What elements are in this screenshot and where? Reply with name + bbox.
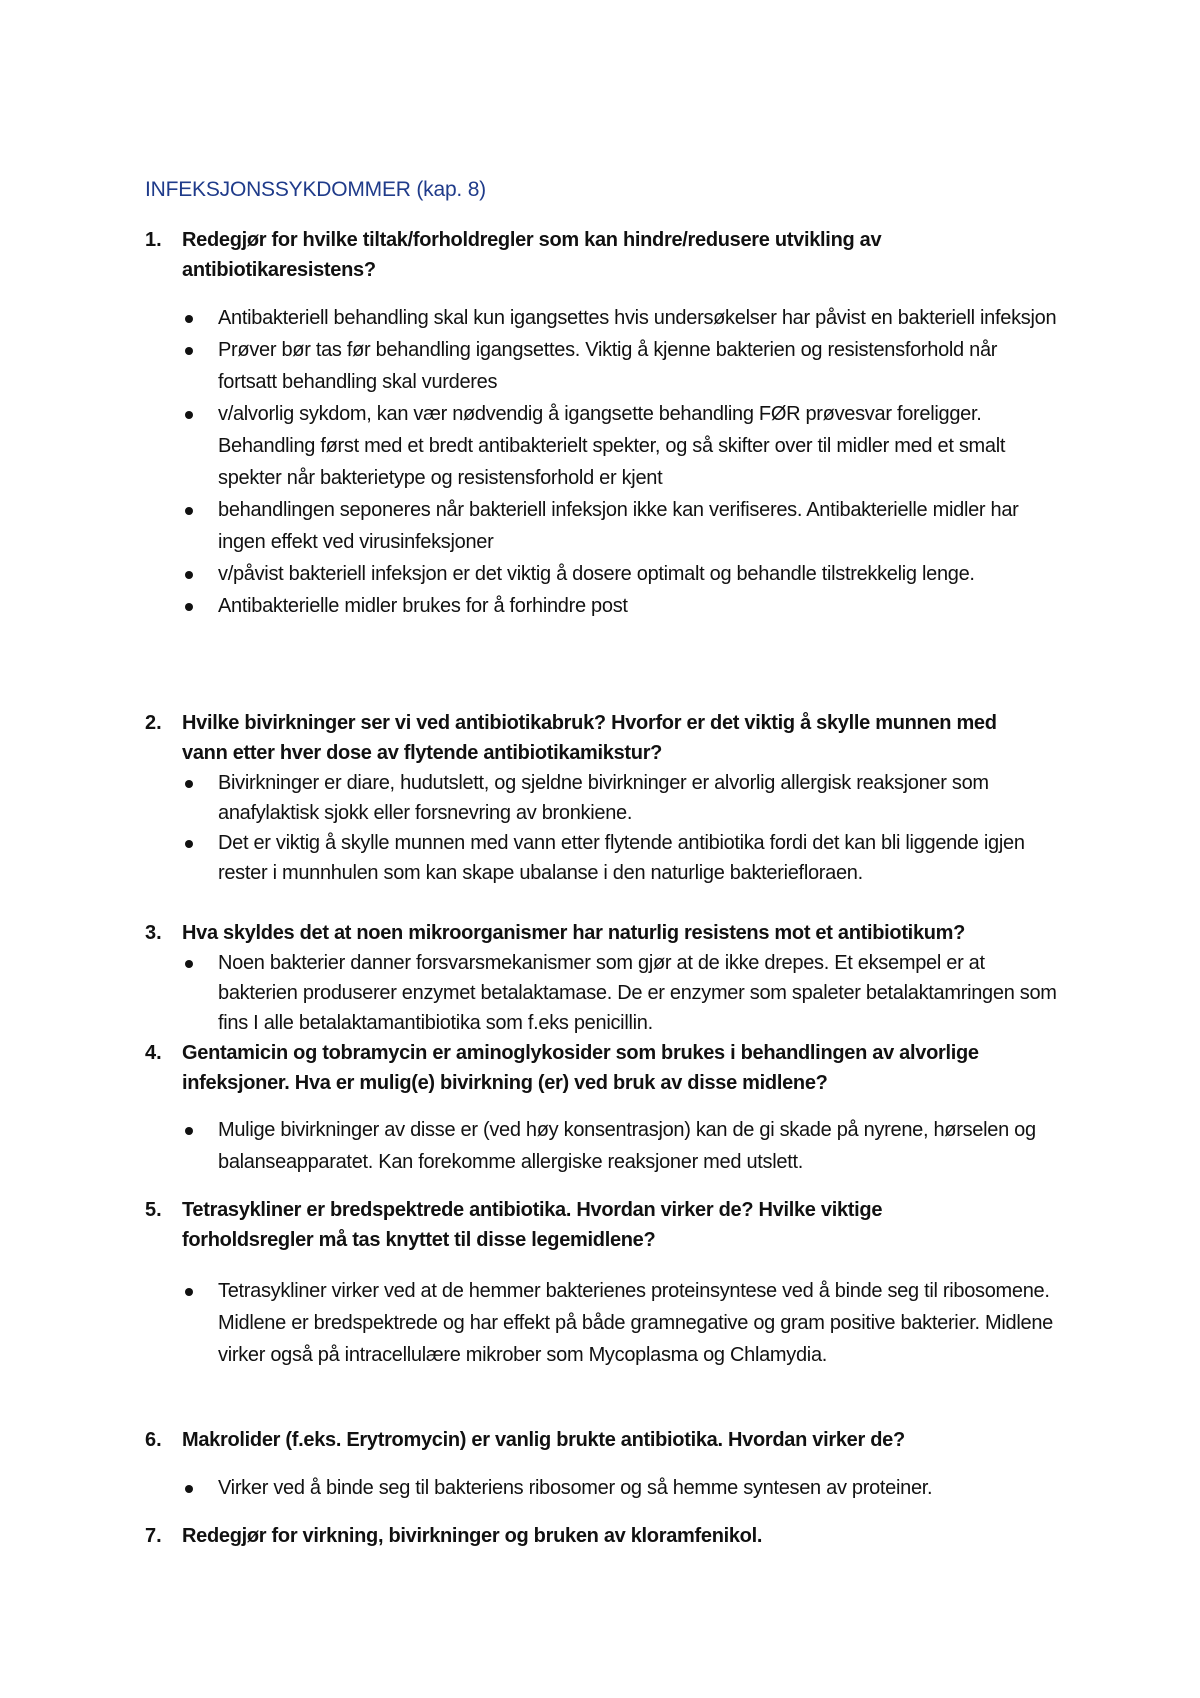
list-item [181, 1472, 1061, 1504]
answer-text: Virker ved å binde seg til bakteriens ribosomer og så hemme syntesen av proteiner. [218, 1477, 933, 1499]
answer-list-4 [181, 1114, 1061, 1178]
answer-text: Noen bakterier danner forsvarsmekanismer som gjør at de ikke drepes. Et eksempel er at bakterien produserer enzymet betalaktamase. De er enzymer som spaleter betalaktamringen som fins I alle betalaktamantibiotika som f.eks penicillin. [218, 952, 1057, 1034]
answer-list-5 [181, 1275, 1061, 1371]
bullet-icon [185, 840, 193, 848]
bullet-icon [185, 1485, 193, 1493]
bullet-icon [185, 603, 193, 611]
question-number: 4. [145, 1042, 162, 1064]
answer-list-3 [181, 948, 1061, 1038]
question-4 [145, 1038, 1012, 1098]
answer-text: Prøver bør tas før behandling igangsettes. Viktig å kjenne bakterien og resistensforhold når fortsatt behandling skal vurderes [218, 339, 998, 393]
bullet-icon [185, 411, 193, 419]
bullet-icon [185, 1127, 193, 1135]
question-number: 2. [145, 712, 162, 734]
bullet-icon [185, 571, 193, 579]
list-item [181, 590, 1061, 622]
question-text: Hvilke bivirkninger ser vi ved antibiotikabruk? Hvorfor er det viktig å skylle munnen med vann etter hver dose av flytende antibiotikamikstur? [182, 712, 997, 764]
question-2 [145, 708, 1012, 768]
question-number: 1. [145, 229, 162, 251]
question-text: Hva skyldes det at noen mikroorganismer har naturlig resistens mot et antibiotikum? [182, 922, 966, 944]
answer-text: v/påvist bakteriell infeksjon er det viktig å dosere optimalt og behandle tilstrekkelig lenge. [218, 563, 975, 585]
question-5 [145, 1195, 1012, 1255]
list-item [181, 948, 1061, 1038]
bullet-icon [185, 315, 193, 323]
question-6 [145, 1425, 1012, 1455]
question-1 [145, 225, 1012, 285]
list-item [181, 1275, 1061, 1371]
answer-text: Mulige bivirkninger av disse er (ved høy konsentrasjon) kan de gi skade på nyrene, hørselen og balanseapparatet. Kan forekomme allergiske reaksjoner med utslett. [218, 1119, 1036, 1173]
bullet-icon [185, 960, 193, 968]
answer-text: behandlingen seponeres når bakteriell infeksjon ikke kan verifiseres. Antibakterielle midler har ingen effekt ved virusinfeksjoner [218, 499, 1019, 553]
question-text: Tetrasykliner er bredspektrede antibiotika. Hvordan virker de? Hvilke viktige forholdsregler må tas knyttet til disse legemidlene? [182, 1199, 883, 1251]
list-item [181, 302, 1061, 334]
question-text: Gentamicin og tobramycin er aminoglykosider som brukes i behandlingen av alvorlige infeksjoner. Hva er mulig(e) bivirkning (er) ved bruk av disse midlene? [182, 1042, 979, 1094]
question-number: 7. [145, 1525, 162, 1547]
list-item [181, 494, 1061, 558]
document-title: INFEKSJONSSYKDOMMER (kap. 8) [145, 178, 486, 201]
list-item [181, 768, 1061, 828]
question-text: Redegjør for hvilke tiltak/forholdregler som kan hindre/redusere utvikling av antibiotikaresistens? [182, 229, 882, 281]
answer-list-1 [181, 302, 1061, 622]
question-text: Redegjør for virkning, bivirkninger og bruken av kloramfenikol. [182, 1525, 763, 1547]
answer-text: Bivirkninger er diare, hudutslett, og sjeldne bivirkninger er alvorlig allergisk reaksjoner som anafylaktisk sjokk eller forsnevring av bronkiene. [218, 772, 989, 824]
answer-text: Antibakterielle midler brukes for å forhindre post [218, 595, 628, 617]
answer-list-6 [181, 1472, 1061, 1504]
question-number: 3. [145, 922, 162, 944]
list-item [181, 558, 1061, 590]
bullet-icon [185, 507, 193, 515]
bullet-icon [185, 347, 193, 355]
question-7 [145, 1521, 1012, 1551]
list-item [181, 828, 1061, 888]
bullet-icon [185, 1288, 193, 1296]
bullet-icon [185, 780, 193, 788]
answer-text: Antibakteriell behandling skal kun igangsettes hvis undersøkelser har påvist en bakteriell infeksjon [218, 307, 1057, 329]
answer-text: Tetrasykliner virker ved at de hemmer bakterienes proteinsyntese ved å binde seg til ribosomene. Midlene er bredspektrede og har effekt på både gramnegative og gram positive bakterier. Midlene virker også på intracellulære mikrober som Mycoplasma og Chlamydia. [218, 1280, 1053, 1366]
list-item [181, 334, 1061, 398]
list-item [181, 398, 1061, 494]
list-item [181, 1114, 1061, 1178]
question-number: 5. [145, 1199, 162, 1221]
answer-text: v/alvorlig sykdom, kan vær nødvendig å igangsette behandling FØR prøvesvar foreligger. Behandling først med et bredt antibakterielt spekter, og så skifter over til midler med et smalt spekter når bakterietype og resistensforhold er kjent [218, 403, 1006, 489]
answer-list-2 [181, 768, 1061, 888]
question-3 [145, 918, 1012, 948]
question-number: 6. [145, 1429, 162, 1451]
answer-text: Det er viktig å skylle munnen med vann etter flytende antibiotika fordi det kan bli liggende igjen rester i munnhulen som kan skape ubalanse i den naturlige bakteriefloraen. [218, 832, 1025, 884]
question-text: Makrolider (f.eks. Erytromycin) er vanlig brukte antibiotika. Hvordan virker de? [182, 1429, 905, 1451]
